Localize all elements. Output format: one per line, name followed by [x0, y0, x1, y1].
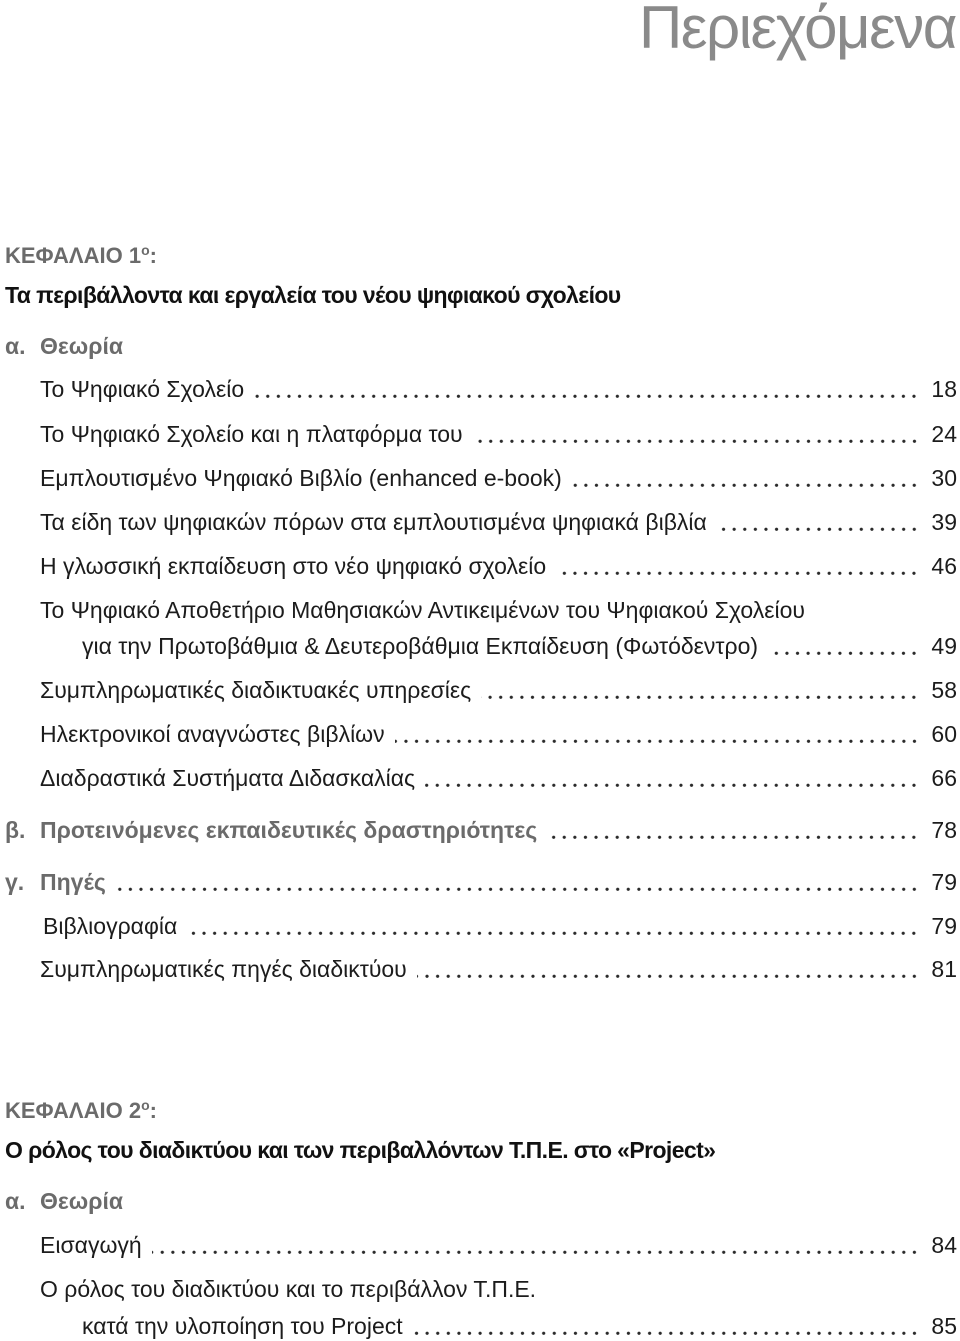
chapter-label: [5, 236, 157, 268]
toc-page-number: 66: [931, 765, 957, 791]
toc-page-number: 58: [931, 677, 957, 703]
toc-entry-continuation: για την Πρωτοβάθμια & Δευτεροβάθμια Εκπαίδευση (Φωτόδεντρο): [82, 633, 759, 659]
chapter-heading: Τα περιβάλλοντα και εργαλεία του νέου ψηφιακού σχολείου: [5, 282, 621, 308]
toc-page-number: 79: [931, 869, 957, 895]
toc-page-number: 24: [931, 421, 957, 447]
section-label: Θεωρία: [40, 1188, 123, 1214]
toc-page-number: 30: [931, 465, 957, 491]
dot-leader: [254, 375, 919, 403]
dot-leader: [547, 816, 919, 844]
toc-entry-label: Βιβλιογραφία: [43, 913, 178, 939]
toc-entry: [40, 720, 957, 748]
page-title: Περιεχόμενα: [638, 0, 956, 61]
toc-entry-label: Συμπληρωματικές διαδικτυακές υπηρεσίες: [40, 677, 472, 703]
dot-leader: [572, 464, 920, 492]
section-label: Πηγές: [40, 869, 106, 895]
toc-entry: [40, 375, 957, 403]
toc-entry-label: Συμπληρωματικές πηγές διαδικτύου: [40, 956, 407, 982]
toc-entry-label: Διαδραστικά Συστήματα Διδασκαλίας: [40, 765, 416, 791]
toc-entry: [40, 1231, 957, 1259]
toc-entry: [40, 955, 957, 983]
toc-entry-label: Εισαγωγή: [40, 1232, 142, 1258]
dot-leader: [425, 764, 919, 792]
toc-entry: [82, 1312, 957, 1340]
section-label: Θεωρία: [40, 333, 123, 359]
dot-leader: [473, 420, 920, 448]
dot-leader: [556, 552, 919, 580]
section-heading: [5, 816, 957, 844]
toc-page-number: 18: [931, 376, 957, 402]
section-marker: γ.: [5, 869, 25, 895]
toc-entry: [40, 552, 957, 580]
toc-entry: [40, 420, 957, 448]
section-marker: α.: [5, 333, 26, 359]
chapter-number: ΚΕΦΑΛΑΙΟ 1: [5, 243, 142, 268]
toc-entry: [40, 764, 957, 792]
toc-entry-label: Το Ψηφιακό Σχολείο και η πλατφόρμα του: [40, 421, 463, 447]
dot-leader: [187, 912, 919, 940]
section-label: Προτεινόμενες εκπαιδευτικές δραστηριότητες: [40, 817, 538, 843]
dot-leader: [417, 955, 920, 983]
toc-page-number: 60: [931, 721, 957, 747]
dot-leader: [116, 868, 920, 896]
section-marker: β.: [5, 817, 26, 843]
dot-leader: [152, 1231, 920, 1259]
toc-entry-label: Ο ρόλος του διαδικτύου και το περιβάλλον Τ.Π.Ε.: [40, 1276, 537, 1302]
toc-page-number: 49: [931, 633, 957, 659]
toc-entry-label: Τα είδη των ψηφιακών πόρων στα εμπλουτισμένα ψηφιακά βιβλία: [40, 509, 707, 535]
toc-page-number: 78: [931, 817, 957, 843]
chapter-heading: Ο ρόλος του διαδικτύου και των περιβαλλόντων Τ.Π.Ε. στο «Project»: [5, 1137, 716, 1163]
chapter-number: ΚΕΦΑΛΑΙΟ 2: [5, 1098, 142, 1123]
dot-leader: [768, 632, 919, 660]
toc-page-number: 79: [931, 913, 957, 939]
toc-entry-label: Το Ψηφιακό Σχολείο: [40, 376, 245, 402]
chapter-ordinal: ο: [141, 242, 150, 258]
chapter-ordinal: ο: [141, 1097, 150, 1113]
toc-page-number: 85: [931, 1313, 957, 1339]
section-heading: [5, 332, 957, 360]
toc-entry: [43, 912, 957, 940]
toc-entry: [40, 464, 957, 492]
toc-page-number: 39: [931, 509, 957, 535]
chapter-suffix: :: [149, 243, 157, 268]
section-heading: [5, 868, 957, 896]
toc-entry-continuation: κατά την υλοποίηση του Project: [82, 1313, 403, 1339]
toc-entry-label: Ηλεκτρονικοί αναγνώστες βιβλίων: [40, 721, 385, 747]
toc-page-number: 84: [931, 1232, 957, 1258]
dot-leader: [395, 720, 920, 748]
toc-entry: [40, 508, 957, 536]
toc-page-number: 46: [931, 553, 957, 579]
dot-leader: [717, 508, 920, 536]
section-heading: [5, 1187, 957, 1215]
toc-entry: [82, 632, 957, 660]
chapter-label: [5, 1091, 157, 1123]
toc-entry-label: Η γλωσσική εκπαίδευση στο νέο ψηφιακό σχολείο: [40, 553, 547, 579]
section-marker: α.: [5, 1188, 26, 1214]
toc-page-number: 81: [931, 956, 957, 982]
chapter-suffix: :: [149, 1098, 157, 1123]
dot-leader: [413, 1312, 920, 1340]
toc-entry-label: Εμπλουτισμένο Ψηφιακό Βιβλίο (enhanced e-book): [40, 465, 562, 491]
toc-entry-label: Το Ψηφιακό Αποθετήριο Μαθησιακών Αντικειμένων του Ψηφιακού Σχολείου: [40, 597, 805, 623]
toc-entry: [40, 676, 957, 704]
dot-leader: [481, 676, 919, 704]
